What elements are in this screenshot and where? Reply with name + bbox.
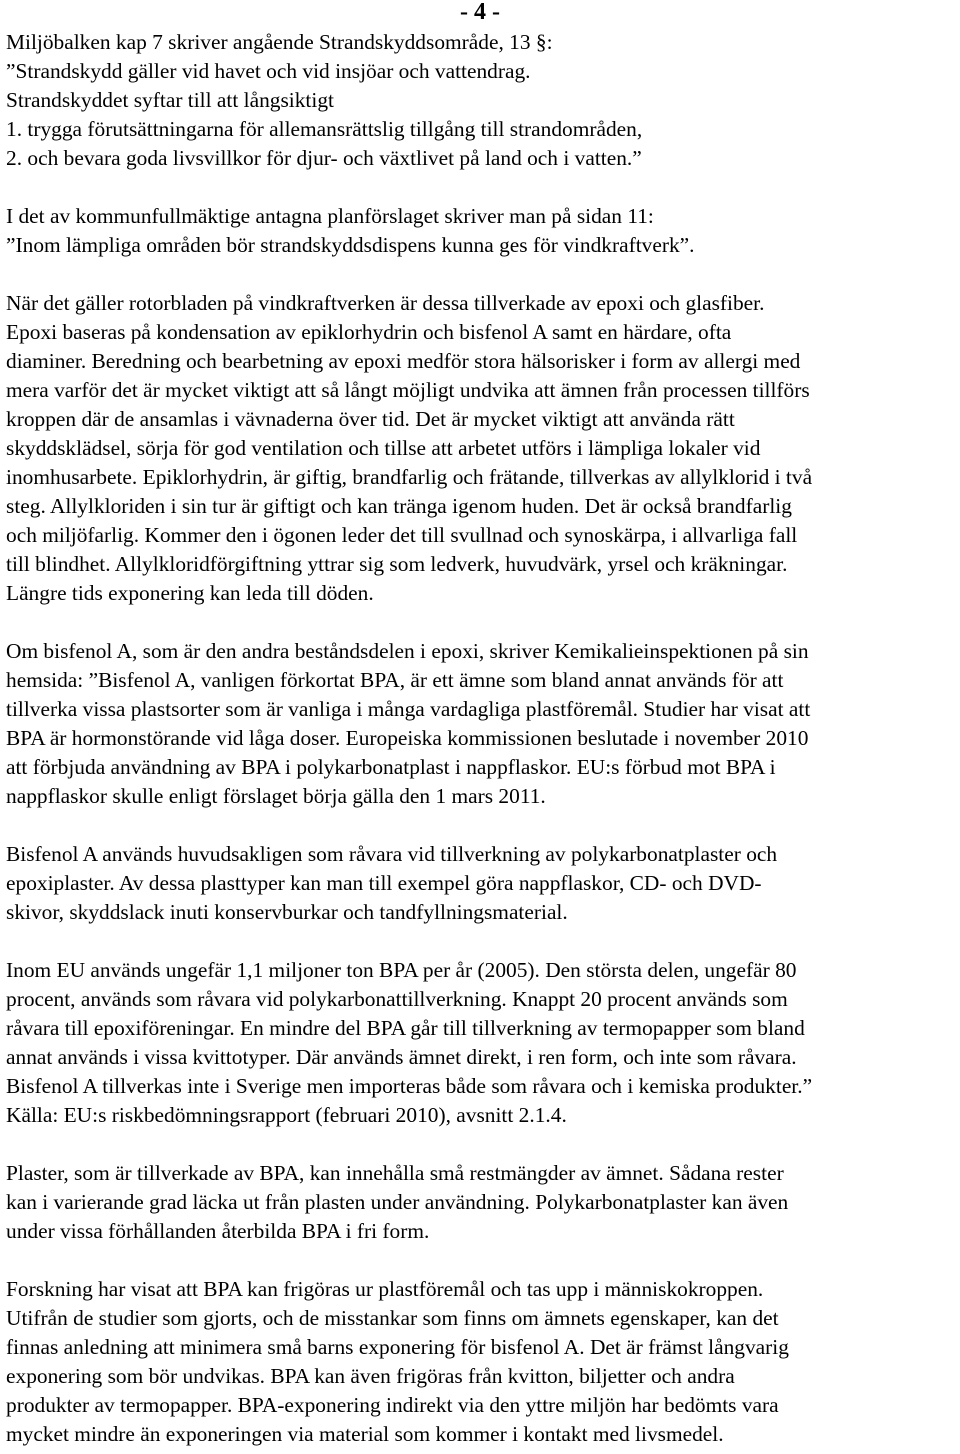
text-line: produkter av termopapper. BPA-exponering indirekt via den yttre miljön har bedömts vara	[6, 1393, 779, 1417]
paragraph-spacer	[6, 1130, 956, 1159]
text-line: inomhusarbete. Epiklorhydrin, är giftig, brandfarlig och frätande, tillverkas av allylklorid i två	[6, 465, 813, 489]
paragraph	[6, 1275, 956, 1449]
page-number: - 4 -	[460, 0, 500, 25]
text-line: ”Strandskydd gäller vid havet och vid insjöar och vattendrag.	[6, 59, 531, 83]
document-body	[6, 28, 956, 1449]
text-line: Forskning har visat att BPA kan frigöras ur plastföremål och tas upp i människokroppen.	[6, 1277, 764, 1301]
text-line: råvara till epoxiföreningar. En mindre del BPA går till tillverkning av termopapper som bland	[6, 1016, 805, 1040]
paragraph-spacer	[6, 1246, 956, 1275]
text-line: kan i varierande grad läcka ut från plasten under användning. Polykarbonatplaster kan även	[6, 1190, 789, 1214]
text-line: 1. trygga förutsättningarna för allemansrättslig tillgång till strandområden,	[6, 117, 643, 141]
text-line: Miljöbalken kap 7 skriver angående Strandskyddsområde, 13 §:	[6, 30, 553, 54]
text-line: mycket mindre än exponeringen via material som kommer i kontakt med livsmedel.	[6, 1422, 724, 1446]
text-line: I det av kommunfullmäktige antagna planförslaget skriver man på sidan 11:	[6, 204, 654, 228]
text-line: mera varför det är mycket viktigt att så långt möjligt undvika att ämnen från processen tillförs	[6, 378, 810, 402]
text-line: och miljöfarlig. Kommer den i ögonen leder det till svullnad och synoskärpa, i allvarliga fall	[6, 523, 798, 547]
paragraph-spacer	[6, 811, 956, 840]
paragraph-spacer	[6, 608, 956, 637]
paragraph-spacer	[6, 927, 956, 956]
text-line: under vissa förhållanden återbilda BPA i fri form.	[6, 1219, 430, 1243]
text-line: kroppen där de ansamlas i vävnaderna över tid. Det är mycket viktigt att använda rätt	[6, 407, 735, 431]
text-line: 2. och bevara goda livsvillkor för djur- och växtlivet på land och i vatten.”	[6, 146, 642, 170]
paragraph	[6, 840, 956, 927]
paragraph	[6, 956, 956, 1130]
text-line: BPA är hormonstörande vid låga doser. Europeiska kommissionen beslutade i november 2010	[6, 726, 809, 750]
paragraph	[6, 637, 956, 811]
paragraph	[6, 289, 956, 608]
text-line: Längre tids exponering kan leda till döden.	[6, 581, 374, 605]
text-line: Plaster, som är tillverkade av BPA, kan innehålla små restmängder av ämnet. Sådana rester	[6, 1161, 784, 1185]
text-line: Inom EU används ungefär 1,1 miljoner ton BPA per år (2005). Den största delen, ungefär 80	[6, 958, 797, 982]
text-line: nappflaskor skulle enligt förslaget börja gälla den 1 mars 2011.	[6, 784, 546, 808]
text-line: steg. Allylkloriden i sin tur är giftigt och kan tränga igenom huden. Det är också brandfarlig	[6, 494, 792, 518]
text-line: Epoxi baseras på kondensation av epiklorhydrin och bisfenol A samt en härdare, ofta	[6, 320, 732, 344]
text-line: skivor, skyddslack inuti konservburkar och tandfyllningsmaterial.	[6, 900, 568, 924]
text-line: Bisfenol A tillverkas inte i Sverige men importeras både som råvara och i kemiska produkter.”	[6, 1074, 813, 1098]
paragraph-spacer	[6, 260, 956, 289]
text-line: Om bisfenol A, som är den andra beståndsdelen i epoxi, skriver Kemikalieinspektionen på sin	[6, 639, 809, 663]
paragraph	[6, 1159, 956, 1246]
paragraph	[6, 202, 956, 260]
text-line: Utifrån de studier som gjorts, och de misstankar som finns om ämnets egenskaper, kan det	[6, 1306, 779, 1330]
text-line: exponering som bör undvikas. BPA kan även frigöras från kvitton, biljetter och andra	[6, 1364, 735, 1388]
text-line: Bisfenol A används huvudsakligen som råvara vid tillverkning av polykarbonatplaster och	[6, 842, 778, 866]
text-line: till blindhet. Allylkloridförgiftning yttrar sig som ledverk, huvudvärk, yrsel och kräkningar.	[6, 552, 788, 576]
paragraph-spacer	[6, 173, 956, 202]
text-line: skyddsklädsel, sörja för god ventilation och tillse att arbetet utförs i lämpliga lokaler vid	[6, 436, 761, 460]
text-line: procent, används som råvara vid polykarbonattillverkning. Knappt 20 procent används som	[6, 987, 788, 1011]
text-line: tillverka vissa plastsorter som är vanliga i många vardagliga plastföremål. Studier har visat att	[6, 697, 811, 721]
text-line: diaminer. Beredning och bearbetning av epoxi medför stora hälsorisker i form av allergi med	[6, 349, 801, 373]
text-line: finnas anledning att minimera små barns exponering för bisfenol A. Det är främst långvarig	[6, 1335, 789, 1359]
text-line: När det gäller rotorbladen på vindkraftverken är dessa tillverkade av epoxi och glasfiber.	[6, 291, 765, 315]
text-line: hemsida: ”Bisfenol A, vanligen förkortat BPA, är ett ämne som bland annat används för att	[6, 668, 784, 692]
text-line: annat används i vissa kvittotyper. Där används ämnet direkt, i ren form, och inte som råvara.	[6, 1045, 797, 1069]
paragraph	[6, 28, 956, 173]
text-line: ”Inom lämpliga områden bör strandskyddsdispens kunna ges för vindkraftverk”.	[6, 233, 695, 257]
text-line: Källa: EU:s riskbedömningsrapport (februari 2010), avsnitt 2.1.4.	[6, 1103, 567, 1127]
text-line: att förbjuda användning av BPA i polykarbonatplast i nappflaskor. EU:s förbud mot BPA i	[6, 755, 776, 779]
text-line: Strandskyddet syftar till att långsiktigt	[6, 88, 334, 112]
text-line: epoxiplaster. Av dessa plasttyper kan man till exempel göra nappflaskor, CD- och DVD-	[6, 871, 762, 895]
